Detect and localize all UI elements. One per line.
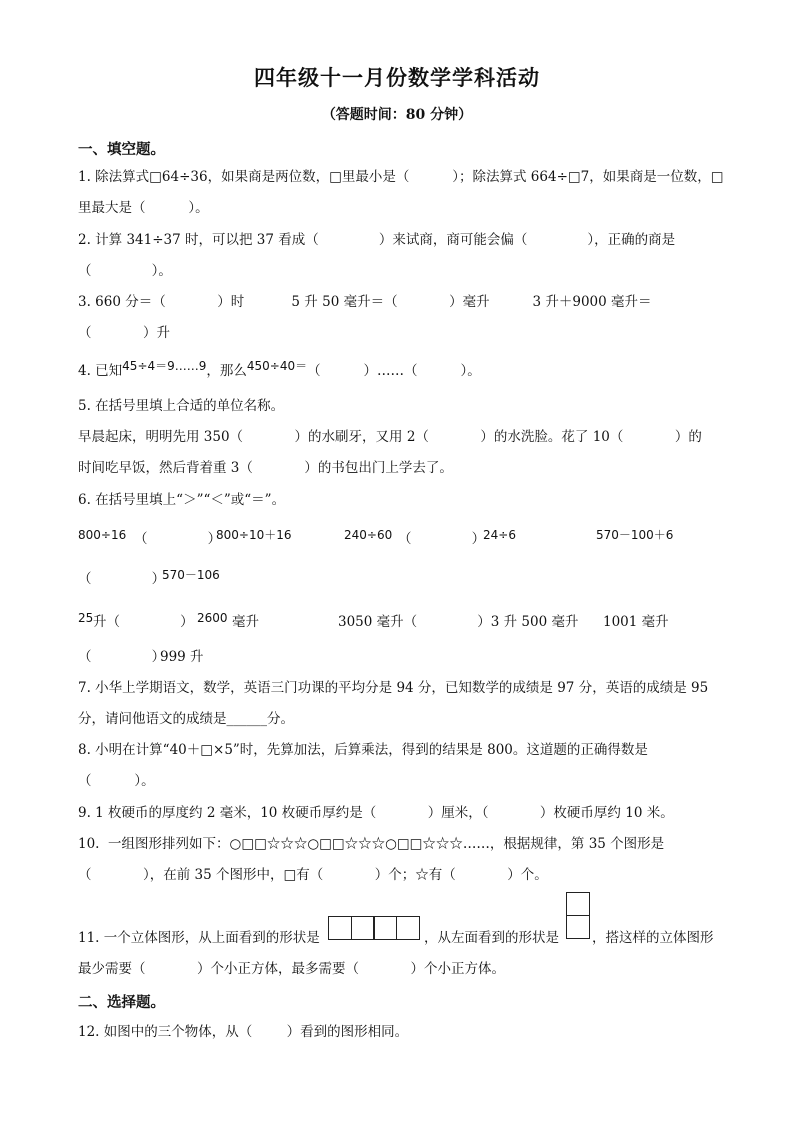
question-4-given-expression: 45÷4＝9……9: [122, 359, 207, 373]
question-12: 12. 如图中的三个物体，从（ ）看到的图形相同。: [78, 1024, 409, 1040]
question-9: 9. 1 枚硬币的厚度约 2 毫米，10 枚硬币厚约是（ ）厘米，（ ）枚硬币厚约 10 米。: [78, 805, 674, 821]
q6-c-left: 570－100＋6: [596, 528, 674, 542]
top-view-square: [373, 916, 397, 940]
question-5-line-3: 时间吃早饭，然后背着重 3（ ）的书包出门上学去了。: [78, 460, 453, 476]
q6-b-right: 24÷6: [483, 528, 516, 542]
top-view-square: [396, 916, 420, 940]
question-5-line-1: 5. 在括号里填上合适的单位名称。: [78, 398, 285, 414]
top-view-square: [351, 916, 375, 940]
q6-c-right: 570－106: [162, 568, 220, 582]
q6-d-unit-and-paren: 升（ ）: [93, 614, 194, 630]
question-10-line-2: （ ），在前 35 个图形中，□有（ ）个；☆有（ ）个。: [78, 867, 548, 883]
q6-e: 3050 毫升（ ）3 升 500 毫升: [338, 614, 579, 630]
q6-f-left: 1001 毫升: [603, 614, 669, 630]
question-4-answer-blanks: （ ）……（ ）。: [307, 363, 481, 379]
page-title: 四年级十一月份数学学科活动: [254, 65, 540, 90]
q6-a-paren: （ ）: [134, 531, 222, 547]
question-4-mid: ，那么: [206, 363, 247, 379]
section-heading-fill-in: 一、填空题。: [78, 141, 165, 158]
left-view-two-squares-figure: [566, 892, 588, 939]
question-3-line-2: （ ）升: [78, 325, 170, 341]
question-1-line-2: 里最大是（ ）。: [78, 200, 209, 216]
question-10-line-1: 10. 一组图形排列如下：○□□☆☆☆○□□☆☆☆○□□☆☆☆……，根据规律，第 35 个图形是: [78, 836, 665, 852]
page-subtitle: （答题时间：80 分钟）: [321, 107, 473, 123]
q6-a-right: 800÷10＋16: [216, 528, 292, 542]
q6-b-paren: （ ）: [398, 531, 486, 547]
question-11-part-2: ，从左面看到的形状是: [424, 930, 559, 946]
question-8-line-2: （ ）。: [78, 773, 155, 789]
question-4-prefix: 4. 已知: [78, 363, 123, 379]
question-11-part-1: 11. 一个立体图形，从上面看到的形状是: [78, 930, 320, 946]
top-view-square: [328, 916, 352, 940]
q6-d-number-2: 2600: [197, 611, 228, 625]
question-4-target-expression: 450÷40＝: [246, 359, 308, 373]
left-view-square: [566, 915, 590, 939]
top-view-four-squares-figure: [328, 916, 420, 940]
question-1-line-1: 1. 除法算式□64÷36，如果商是两位数，□里最小是（ ）；除法算式 664÷□7，如果商是一位数，□: [78, 169, 724, 185]
question-2-line-1: 2. 计算 341÷37 时，可以把 37 看成（ ）来试商，商可能会偏（ ），正确的商是: [78, 232, 676, 248]
q6-a-left: 800÷16: [78, 528, 127, 542]
question-11-part-3: ，搭这样的立体图形: [592, 930, 714, 946]
left-view-square: [566, 892, 590, 916]
q6-d-unit-2: 毫升: [232, 614, 259, 630]
question-11-line-2: 最少需要（ ）个小正方体，最多需要（ ）个小正方体。: [78, 961, 505, 977]
question-2-line-2: （ ）。: [78, 263, 172, 279]
q6-d-number: 25: [78, 611, 94, 625]
question-3-line-1: 3. 660 分＝（ ）时 5 升 50 毫升＝（ ）毫升 3 升＋9000 毫升＝: [78, 294, 652, 310]
q6-f-right: 999 升: [160, 649, 204, 665]
q6-f-paren: （ ）: [78, 649, 166, 665]
question-6-intro: 6. 在括号里填上“＞”“＜”或“＝”。: [78, 492, 286, 508]
q6-b-left: 240÷60: [344, 528, 393, 542]
question-5-line-2: 早晨起床，明明先用 350（ ）的水刷牙，又用 2（ ）的水洗脸。花了 10（ ）的: [78, 429, 702, 445]
question-7-line-1: 7. 小华上学期语文，数学，英语三门功课的平均分是 94 分，已知数学的成绩是 97 分，英语的成绩是 95: [78, 680, 709, 696]
question-7-line-2: 分，请问他语文的成绩是______分。: [78, 711, 294, 727]
section-heading-multiple-choice: 二、选择题。: [78, 994, 165, 1011]
question-8-line-1: 8. 小明在计算“40＋□×5”时，先算加法，后算乘法，得到的结果是 800。这道题的正确得数是: [78, 742, 648, 758]
question-4: [78, 359, 481, 380]
q6-c-paren: （ ）: [78, 571, 166, 587]
